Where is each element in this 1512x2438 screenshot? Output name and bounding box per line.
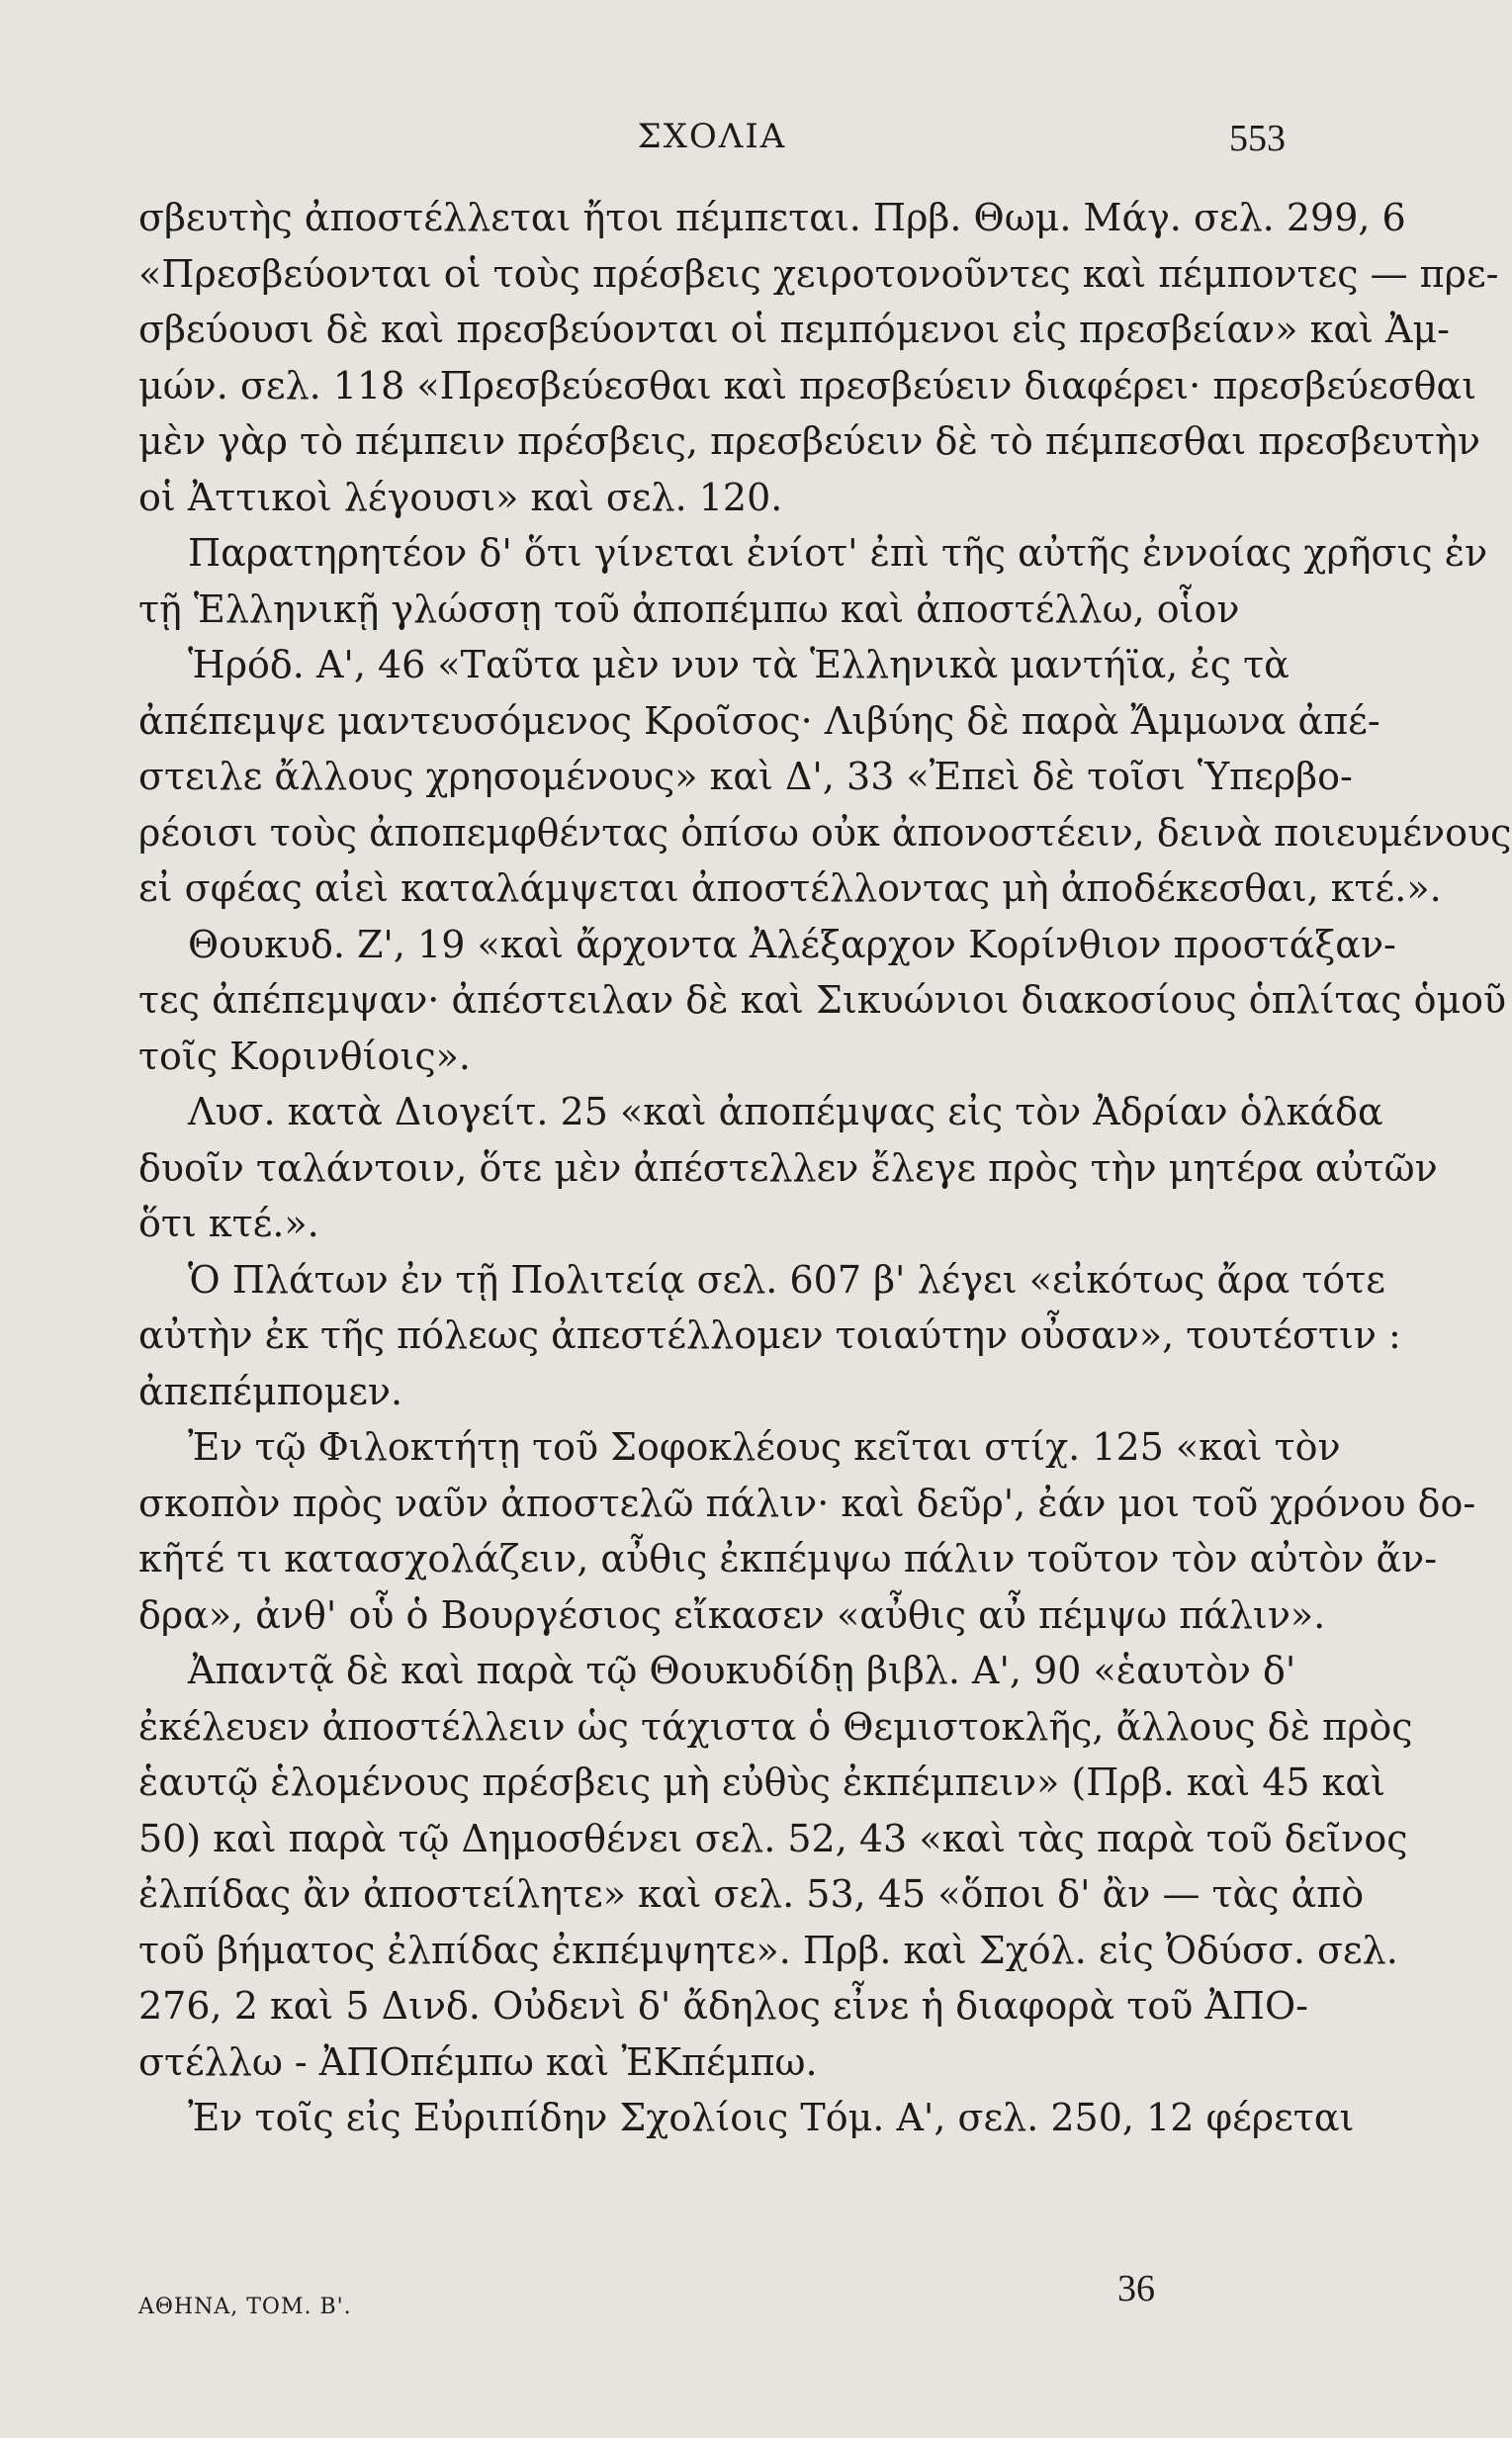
text-line: Θουκυδ. Ζ', 19 «καὶ ἄρχοντα Ἀλέξαρχον Κορίνθιον προστάξαν-: [188, 922, 1396, 966]
text-line: Ἐν τῷ Φιλοκτήτῃ τοῦ Σοφοκλέους κεῖται στίχ. 125 «καὶ τὸν: [188, 1425, 1341, 1469]
text-line: μὲν γὰρ τὸ πέμπειν πρέσβεις, πρεσβεύειν δὲ τὸ πέμπεσθαι πρεσβευτὴν: [138, 419, 1480, 463]
text-line: ὅτι κτέ.».: [138, 1202, 319, 1245]
text-line: ρέοισι τοὺς ἀποπεμφθέντας ὀπίσω οὐκ ἀπονοστέειν, δεινὰ ποιευμένους: [138, 810, 1512, 855]
text-line: αὐτὴν ἐκ τῆς πόλεως ἀπεστέλλομεν τοιαύτην οὖσαν», τουτέστιν :: [138, 1313, 1401, 1357]
text-line: στειλε ἄλλους χρησομένους» καὶ Δ', 33 «Ἐπεὶ δὲ τοῖσι Ὑπερβο-: [138, 755, 1353, 798]
text-line: σκοπὸν πρὸς ναῦν ἀποστελῶ πάλιν· καὶ δεῦρ', ἐάν μοι τοῦ χρόνου δο-: [138, 1481, 1476, 1525]
page-footer: [138, 2267, 1286, 2326]
text-line: στέλλω - ἈΠΟπέμπω καὶ ἘΚπέμπω.: [138, 2039, 818, 2084]
text-line: Παρατηρητέον δ' ὅτι γίνεται ἐνίοτ' ἐπὶ τῆς αὐτῆς ἐννοίας χρῆσις ἐν: [188, 531, 1488, 575]
text-line: μών. σελ. 118 «Πρεσβεύεσθαι καὶ πρεσβεύειν διαφέρει· πρεσβεύεσθαι: [138, 363, 1477, 407]
text-line: Ἡρόδ. Α', 46 «Ταῦτα μὲν νυν τὰ Ἑλληνικὰ μαντήϊα, ἐς τὰ: [188, 643, 1290, 686]
text-line: «Πρεσβεύονται οἱ τοὺς πρέσβεις χειροτονοῦντες καὶ πέμποντες — πρε-: [138, 251, 1499, 296]
text-line: ἐκέλευεν ἀποστέλλειν ὡς τάχιστα ὁ Θεμιστοκλῆς, ἄλλους δὲ πρὸς: [138, 1704, 1413, 1749]
text-line: τοῦ βήματος ἐλπίδας ἐκπέμψητε». Πρβ. καὶ Σχόλ. εἰς Ὀδύσσ. σελ.: [138, 1928, 1398, 1972]
text-line: κῆτέ τι κατασχολάζειν, αὖθις ἐκπέμψω πάλιν τοῦτον τὸν αὐτὸν ἄν-: [138, 1537, 1438, 1580]
text-line: δρα», ἀνθ' οὗ ὁ Βουργέσιος εἴκασεν «αὖθις αὖ πέμψω πάλιν».: [138, 1592, 1326, 1637]
text-line: Ὁ Πλάτων ἐν τῇ Πολιτείᾳ σελ. 607 β' λέγει «εἰκότως ἄρα τότε: [188, 1257, 1385, 1302]
text-line: 50) καὶ παρὰ τῷ Δημοσθένει σελ. 52, 43 «καὶ τὰς παρὰ τοῦ δεῖνος: [138, 1816, 1408, 1860]
page-number: 553: [1229, 118, 1286, 159]
text-line: Ἀπαντᾷ δὲ καὶ παρὰ τῷ Θουκυδίδῃ βιβλ. Α', 90 «ἑαυτὸν δ': [188, 1649, 1296, 1692]
text-line: σβευτὴς ἀποστέλλεται ἤτοι πέμπεται. Πρβ. Θωμ. Μάγ. σελ. 299, 6: [138, 196, 1406, 239]
text-line: ἀπέπεμψε μαντευσόμενος Κροῖσος· Λιβύης δὲ παρὰ Ἄμμωνα ἀπέ-: [138, 698, 1380, 743]
text-line: ἑαυτῷ ἑλομένους πρέσβεις μὴ εὐθὺς ἐκπέμπειν» (Πρβ. καὶ 45 καὶ: [138, 1761, 1385, 1804]
text-line: σβεύουσι δὲ καὶ πρεσβεύονται οἱ πεμπόμενοι εἰς πρεσβείαν» καὶ Ἀμ-: [138, 308, 1450, 351]
text-line: τοῖς Κορινθίοις».: [138, 1034, 471, 1078]
text-line: Λυσ. κατὰ Διογείτ. 25 «καὶ ἀποπέμψας εἰς τὸν Ἀδρίαν ὁλκάδα: [188, 1090, 1383, 1133]
text-line: Ἐν τοῖς εἰς Εὐριπίδην Σχολίοις Τόμ. Α', σελ. 250, 12 φέρεται: [188, 2096, 1355, 2139]
text-line: δυοῖν ταλάντοιν, ὅτε μὲν ἀπέστελλεν ἔλεγε πρὸς τὴν μητέρα αὐτῶν: [138, 1145, 1438, 1190]
text-line: τες ἀπέπεμψαν· ἀπέστειλαν δὲ καὶ Σικυώνιοι διακοσίους ὁπλίτας ὁμοῦ: [138, 978, 1507, 1022]
running-head: ΣΧΟΛΙΑ: [637, 117, 787, 156]
sheet-number: 36: [1117, 2268, 1155, 2309]
page-header: [138, 117, 1286, 166]
text-line: τῇ Ἑλληνικῇ γλώσσῃ τοῦ ἀποπέμπω καὶ ἀποστέλλω, οἷον: [138, 587, 1240, 631]
text-line: ἐλπίδας ἂν ἀποστείλητε» καὶ σελ. 53, 45 «ὅποι δ' ἂν — τὰς ἀπὸ: [138, 1872, 1365, 1916]
text-line: οἱ Ἀττικοὶ λέγουσι» καὶ σελ. 120.: [138, 475, 783, 519]
body-text: [138, 190, 1512, 2146]
text-line: ἀπεπέμπομεν.: [138, 1369, 403, 1413]
printer-signature: ΑΘΗΝΑ, ΤΟΜ. Β'.: [138, 2295, 352, 2319]
text-line: εἰ σφέας αἰεὶ καταλάμψεται ἀποστέλλοντας μὴ ἀποδέκεσθαι, κτέ.».: [138, 866, 1442, 910]
text-line: 276, 2 καὶ 5 Δινδ. Οὐδενὶ δ' ἄδηλος εἶνε ἡ διαφορὰ τοῦ ἈΠΟ-: [138, 1984, 1308, 2028]
